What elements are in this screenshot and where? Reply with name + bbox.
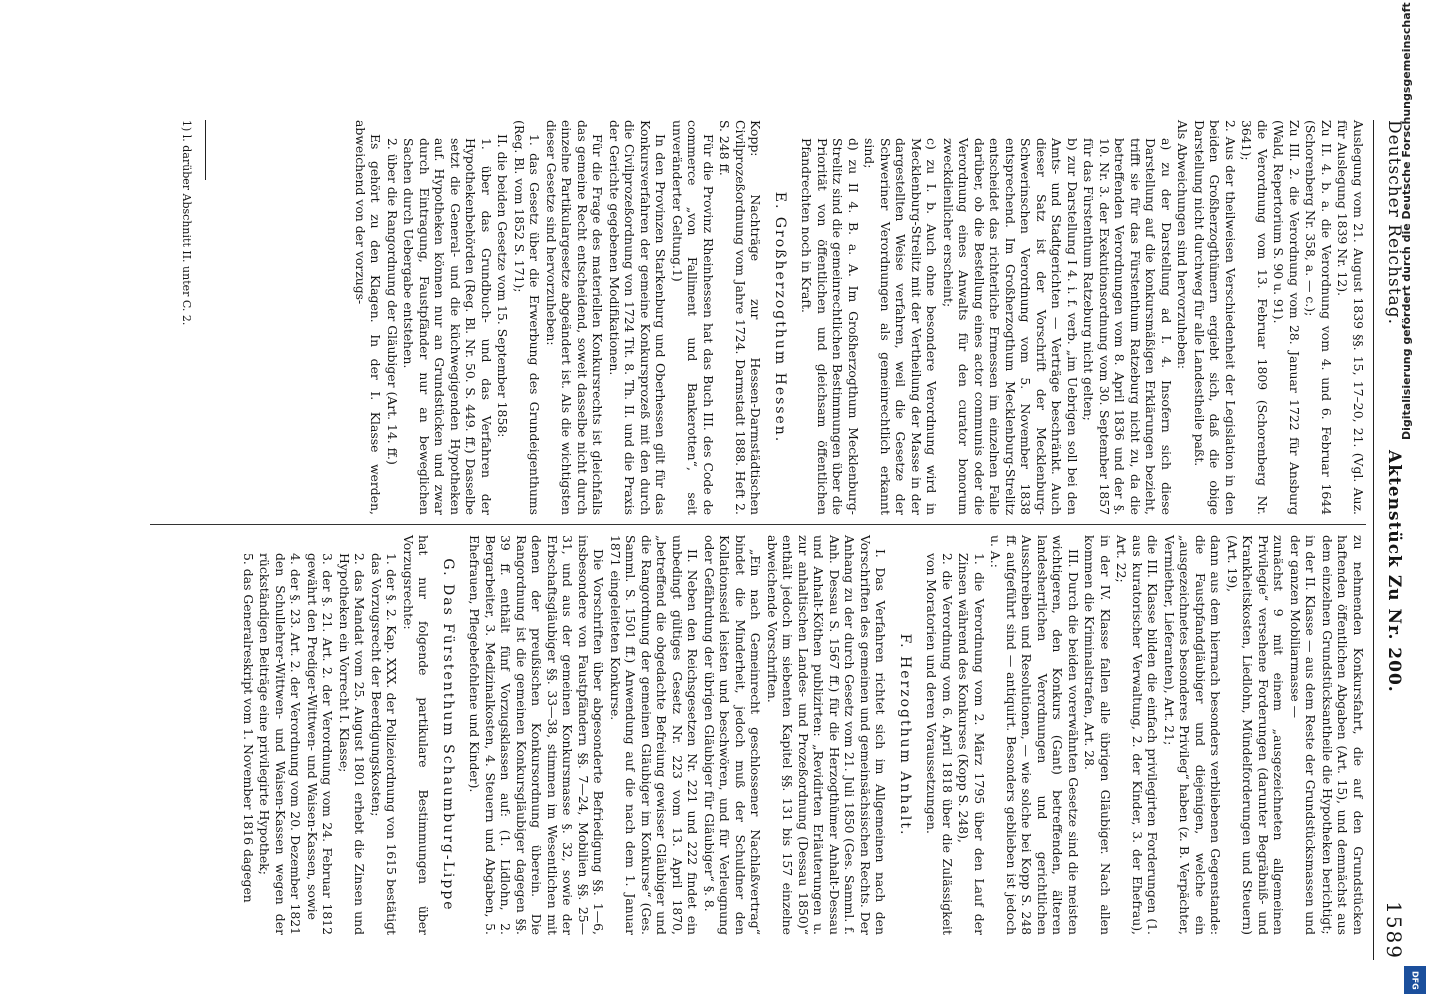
column-divider <box>150 524 1366 525</box>
section-heading: F. Herzogthum Anhalt. <box>897 633 913 837</box>
paragraph: Kopp: Nachträge zur Hessen-Darmstädtischen Civilprozeßordnung vom Jahre 1724. Darmstadt 1888. Heft 2. S. 248 ff. <box>717 120 764 515</box>
paragraph: Zu III. 2. die Verordnung vom 28. Januar 1722 für Ansburg (Wald, Repertorium S. 90 u. 91). <box>1271 120 1302 515</box>
paragraph: II. die beiden Gesetze vom 15. September 1858: <box>495 134 511 438</box>
paragraph: II. Neben den Reichsgesetzen Nr. 221 und 222 findet ein unbedingt gültiges Gesetz Nr. 223 vom 13. April 1870, „betreffend die obgedachte Befreiung gewisser Gläubiger und die Rangordnung der gemeinen Gläubiger im Konkurse“ (Ges. Samml. S. 1501 ff.) Anwendung auf die nach dem 1. Januar 1871 eingeleiteten Konkurse. <box>608 535 701 935</box>
paragraph: Als Abweichungen sind hervorzuheben: <box>1175 120 1191 370</box>
paragraph: zunächst 9 mit einem „ausgezeichneten allgemeinen Privilegie“ versehene Forderungen (darunter Begräbniß- und Krankheitskosten, Liedlohn, Mündelforderungen und Steuern) (Art. 19), <box>1225 535 1287 935</box>
header-rule <box>1373 120 1374 960</box>
paragraph: 2. das Mandat vom 25. August 1801 erhebt die Zinsen und Hypotheken ein Vorrecht I. Klasse; <box>337 553 368 935</box>
paragraph: d) zu II 4. B. a. A. Im Großherzogthum Mecklenburg-Strelitz sind die gemeinrechtlichen Bestimmungen über die Priorität von öffentlichen und gleichsam öffentlichen Pfandrechten noch in Kraft. <box>799 138 861 515</box>
paragraph: 2. über die Rangordnung der Gläubiger (Art. 14. ff.) <box>385 138 400 465</box>
paragraph: 5. das Generalreskript vom 1. November 1816 dagegen <box>241 553 256 903</box>
paragraph: Auslegung vom 21. August 1839 §§. 15, 17–20, 21. (Vgl. Auz. für Auslegung 1839 Nr. 12). <box>1335 120 1366 515</box>
header-center: Aktenstück Zu Nr. 200. <box>1384 450 1404 693</box>
paragraph: 4. der §. 23. Art. 2. der Verordnung vom 20. Dezember 1821 den Schullehrer-Wittwen- und Waisen-Kassen wegen der rückständigen Beiträge eine privilegirte Hypothek; <box>257 553 304 935</box>
paragraph: hat nur folgende partikulare Bestimmungen über Vorzugsrechte: <box>401 535 432 935</box>
paragraph: Zu II. 4. b. a. die Verordnung vom 4. und 6. Februar 1644 (Schorenberg Nr. 358, a. — c.); <box>1303 120 1334 515</box>
paragraph: Für die Provinz Rheinhessen hat das Buch III. des Code de commerce „von Falliment und Bankerotten“, seit unveränderter Geltung.1) <box>670 120 716 515</box>
digitization-credit: Digitalisierung gefördert durch die Deutsche Forschungsgemeinschaft <box>1400 2 1413 440</box>
paragraph: die Verordnung vom 13. Februar 1809 (Schorenberg Nr. 3641); <box>1239 120 1270 515</box>
section-heading: E. Großherzogthum Hessen. <box>772 191 788 444</box>
paragraph: 3. der §. 21. Art. 2. der Verordnung vom 24. Februar 1812 gewährt den Prediger-Wittwen- und Waisen-Kassen, sowie <box>305 553 336 935</box>
dfg-logo: DFG <box>1404 966 1426 994</box>
paragraph: Es gehört zu den Klagen. In der I. Klasse werden, abweichend von der vorzugs- <box>353 120 384 515</box>
paragraph: 1. der §. 2. Kap. XXX. der Polizeiordnung von 1615 bestätigt das Vorzugsrecht der Beerdigungskosten; <box>369 553 400 935</box>
paragraph: 1. das Gesetz über die Erwerbung des Grundeigenthums (Reg. Bl. vom 1852 S. 171); <box>512 120 543 515</box>
paragraph: 2. die Verordnung vom 6. April 1818 über die Zulässigkeit von Moratorien und deren Voraussetzungen. <box>924 553 955 935</box>
paragraph: c) zu I. b. Auch ohne besondere Verordnung wird in Mecklenburg-Strelitz mit der Vertheilung der Masse in der dargestellten Weise verfahren, weil die Gesetze der Schweriner Verordnungen als gemeinrechtlich erkannt sind; <box>862 138 940 515</box>
paragraph: Die Vorschriften über abgesonderte Befriedigung §§. 1—6, insbesondere von Faustpfändern §§. 7—24, Mobilien §§. 25—31, und aus der gemeinen Konkursmasse §. 32, sowie der Erbschaftsgläubiger §§. 33—38, stimmen im Wesentlichen mit denen der preußischen Konkursordnung überein. Die Rangordnung ist die gemeinen Konkursgläubiger dagegen §§. 39 ff. enthält fünf Vorzugsklassen auf: (1. Lidlohn, 2. Bergarbeiter, 3. Medizinalkosten, 4. Steuern und Abgaben, 5. Ehefrauen, Pflegebefohlene und Kinder). <box>467 535 607 935</box>
right-column <box>120 535 1366 935</box>
paragraph: In den Provinzen Starkenburg und Oberhessen gilt für das Konkursverfahren der gemeine Konkursprozeß mit den durch die Civilprozeßordnung von 1724 Tit. 8. Th. II. und die Praxis der Gerichte gegebenen Modifikationen. <box>607 120 669 515</box>
paragraph: zu nehmenden Konkursfahrt, die auf den Grundstücken haftenden öffentlichen Abgaben (Art. 15), und demnächst aus dem einzelnen Grundstücksantheile die Hypotheken berichtigt; <box>1320 535 1366 935</box>
paragraph: 1. die Verordnung vom 2. März 1795 über den Lauf der Zinsen während des Konkurses (Kopp S. 248), <box>956 553 987 935</box>
paragraph: I. Das Verfahren richtet sich im Allgemeinen nach den Vorschriften des gemeinen und gemeinsächsischen Rechts. Der Anhang zu der durch Gesetz vom 21. Juli 1850 (Ges. Samml. f. Anh. Dessau S. 1567 ff.) für die Herzogthümer Anhalt-Dessau und Anhalt-Köthen publizirten: „Revidirten Erläuterungen u. zur anhaltischen Landes- und Prozeßordnung (Dessau 1850)“ enthält jedoch im siebenten Kapitel §§. 131 bis 157 einzelne abweichende Vorschriften. <box>765 535 889 935</box>
footnote: 1) l. darüber Abschnitt II. unter C. 2. <box>180 120 193 326</box>
footnote-rule <box>205 120 206 180</box>
paragraph: 2. Aus der theilweisen Verschiedenheit der Legislation in den beiden Großherzogthümern ergiebt sich, daß die obige Darstellung nicht durchweg für alle Landestheile paßt. <box>1192 120 1238 515</box>
paragraph: b) zur Darstellung I 4. i. f. verb. „im Uebrigen soll bei den Amts- und Stadtgerichten — Verträge beschränkt. Auch dieser Satz ist der Vorschrift der Mecklenburg-Schwerinschen Verordnung vom 5. November 1838 entsprechend. Im Großherzogthum Mecklenburg-Strelitz entscheidet das richterliche Ermessen im einzelnen Falle darüber, ob die Bestellung eines actor communis oder die Verordnung eines Anwalts für den curator bonorum zweckdienlicher erscheint; <box>941 138 1080 515</box>
paragraph: 1. über das Grundbuch- und das Verfahren der Hypothekenbehörden (Reg. Bl. Nr. 50. S. 449. ff.) Dasselbe setzt die General- und die küchwegigenden Hypotheken auf. Hypotheken können nur an Grundstücken und zwar durch Eintragung, Faustpfänder nur an beweglichen Sachen durch Uebergabe entstehen. <box>401 138 494 515</box>
paragraph: Für die Frage des materiellen Konkursrechts ist gleichfalls das gemeine Recht entscheidend, soweit dasselbe nicht durch einzelne Partikulargesetze abgeändert ist. Als die wichtigsten dieser Gesetze sind hervorzuheben: <box>544 120 606 515</box>
section-heading: G. Das Fürstenthum Schaumburg-Lippe <box>440 558 456 912</box>
paragraph: „Ein nach Gemeinrecht geschlossener Nachlaßvertrag“ bindet die Minderheit, jedoch muß der Schuldner den Kollationsseid leisten und beschwören, und für Verleugnung oder Gefährdung der übrigen Gläubiger für Gläubiger“ §. 8. <box>702 535 764 935</box>
left-column <box>120 120 1366 515</box>
paragraph: die III. Klasse bilden die einfach privilegirten Forderungen (1. aus kuratorischer Verwaltung, 2. der Kinder, 3. der Ehefrau), Art. 22; <box>1114 535 1161 935</box>
paragraph: dann aus dem hiernach besonders verbliebenen Gegenstande: die Faustpfandgläubiger und diejenigen, welche ein „ausgezeichnetes besonderes Privileg“ haben (z. B. Verpächter, Vermiether, Lieferanten), Art. 21; <box>1162 535 1224 935</box>
paragraph: in der IV. Klasse fallen alle übrigen Gläubiger. Nach allen kommen die Kriminalstrafen, Art. 28. <box>1082 535 1113 935</box>
paragraph: in der II. Klasse — aus dem Reste der Grundstücksmassen und der ganzen Mobiliarmasse — <box>1288 535 1319 935</box>
header-left: Deutscher Reichstag. <box>1384 120 1404 325</box>
paragraph: a) zu der Darstellung ad I. 4. Insofern sich diese Darstellung auf die konkursmäßigen Erklärungen bezieht, trifft sie für das Fürstenthum Ratzeburg nicht zu, da die betreffenden Verordnungen vom 8. April 1836 und der §. 10. Nr. 3. der Exekutionsordnung vom 30. September 1857 für das Fürstenthum Ratzeburg nicht gelten; <box>1081 138 1174 515</box>
page-number: 1589 <box>1382 901 1406 960</box>
paragraph: III. Durch die beiden vorerwähnten Gesetze sind die meisten wichtigeren, den Konkurs (Gant) betreffenden, älteren landesherrlichen Verordnungen und gerichtlichen Ausschreiben und Resolutionen, — wie solche bei Kopp S. 248 ff. aufgeführt sind — antiquirt. Besonders geblieben ist jedoch u. A.: <box>988 535 1081 935</box>
